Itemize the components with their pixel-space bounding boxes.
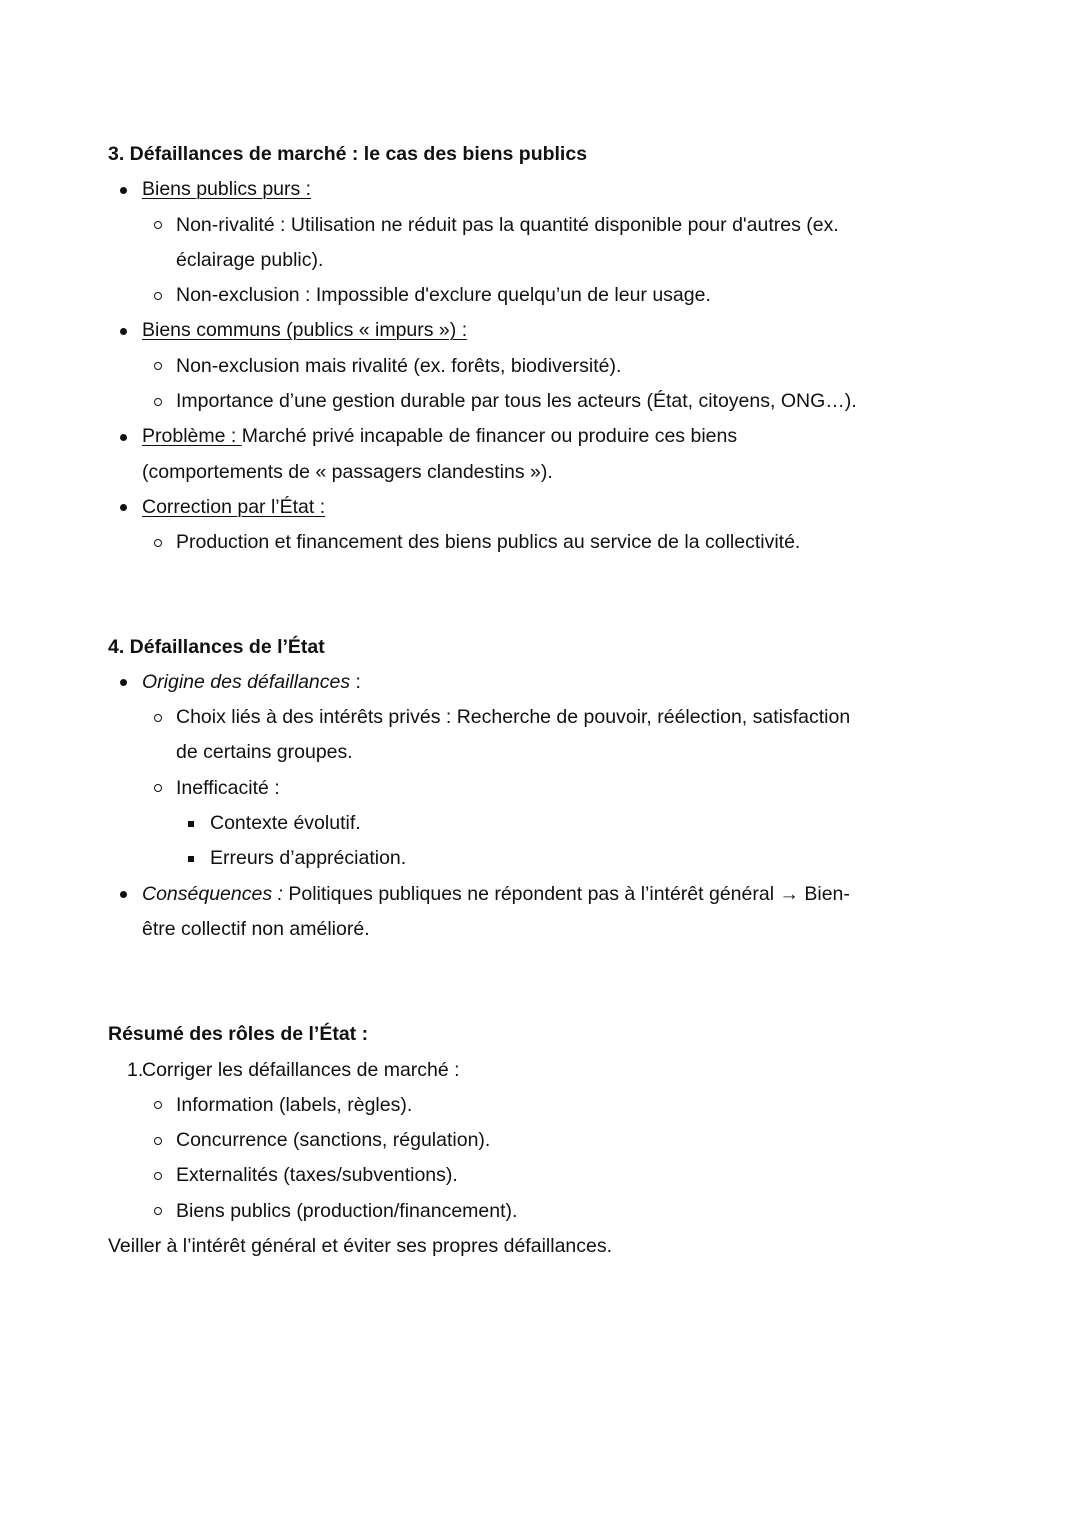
list-item-information	[108, 1088, 968, 1123]
bullet-circle-icon	[154, 714, 162, 722]
bullet-circle-icon	[154, 1101, 162, 1109]
item-text: Contexte évolutif.	[210, 812, 361, 835]
bullet-circle-icon	[154, 362, 162, 370]
item-text: Non-rivalité : Utilisation ne réduit pas la quantité disponible pour d'autres (ex.	[176, 213, 839, 236]
item-text: Politiques publiques ne répondent pas à l’intérêt général → Bien-	[282, 882, 850, 905]
item-label: Origine des défaillances	[142, 670, 351, 693]
item-label: Conséquences :	[142, 882, 283, 905]
item-label: Biens publics purs :	[142, 178, 312, 201]
item-label: Biens communs (publics « impurs ») :	[142, 319, 468, 342]
ordered-item-corriger	[108, 1053, 968, 1088]
item-text: (comportements de « passagers clandestins »).	[142, 460, 553, 483]
bullet-square-icon	[188, 821, 194, 827]
bullet-circle-icon	[154, 1137, 162, 1145]
item-text: de certains groupes.	[176, 741, 353, 764]
bullet-dot-icon	[120, 891, 127, 898]
item-text: Production et financement des biens publics au service de la collectivité.	[176, 531, 801, 554]
list-item-continuation	[108, 912, 968, 947]
item-text: Biens publics (production/financement).	[176, 1199, 518, 1222]
bullet-dot-icon	[120, 328, 127, 335]
bullet-circle-icon	[154, 1207, 162, 1215]
list-item-erreurs	[108, 841, 968, 876]
document-page	[108, 137, 968, 1264]
item-text: Corriger les défaillances de marché :	[142, 1058, 460, 1081]
item-text: Non-exclusion : Impossible d'exclure quelqu’un de leur usage.	[176, 284, 711, 307]
bullet-square-icon	[188, 856, 194, 862]
bullet-dot-icon	[120, 434, 127, 441]
list-item-concurrence	[108, 1123, 968, 1158]
list-item-externalites	[108, 1158, 968, 1193]
item-text: éclairage public).	[176, 248, 324, 271]
bullet-circle-icon	[154, 221, 162, 229]
list-item-biens-publics	[108, 1194, 968, 1229]
list-item-non-exclusion	[108, 278, 968, 313]
bullet-circle-icon	[154, 539, 162, 547]
list-item-non-exclusion-rivalite	[108, 349, 968, 384]
list-item-gestion-durable	[108, 384, 968, 419]
spacer	[108, 561, 968, 630]
list-item-non-rivalite	[108, 208, 968, 243]
list-item-continuation	[108, 735, 968, 770]
bullet-dot-icon	[120, 504, 127, 511]
item-suffix: :	[350, 670, 361, 693]
item-label: Problème :	[142, 425, 242, 448]
list-item-contexte	[108, 806, 968, 841]
item-label: Correction par l’État :	[142, 495, 326, 518]
bullet-dot-icon	[120, 187, 127, 194]
item-text: Marché privé incapable de financer ou produire ces biens	[241, 425, 738, 448]
item-text: Concurrence (sanctions, régulation).	[176, 1129, 491, 1152]
section-4-heading: 4. Défaillances de l’État	[108, 635, 325, 658]
spacer	[108, 947, 968, 1017]
bullet-circle-icon	[154, 398, 162, 406]
item-text: Information (labels, règles).	[176, 1093, 413, 1116]
list-item-origine	[108, 665, 968, 700]
bullet-circle-icon	[154, 292, 162, 300]
list-item-choix	[108, 700, 968, 735]
list-item-production-financement	[108, 525, 968, 560]
list-item-biens-communs	[108, 313, 968, 348]
item-number: 1.	[127, 1058, 144, 1081]
list-item-consequences	[108, 877, 968, 912]
list-item-continuation	[108, 243, 968, 278]
item-text: Inefficacité :	[176, 776, 280, 799]
item-text: être collectif non amélioré.	[142, 917, 370, 940]
item-text: Non-exclusion mais rivalité (ex. forêts, biodiversité).	[176, 354, 622, 377]
item-text: Erreurs d’appréciation.	[210, 847, 407, 870]
item-text: Externalités (taxes/subventions).	[176, 1164, 458, 1187]
bullet-circle-icon	[154, 784, 162, 792]
list-item-probleme	[108, 419, 968, 454]
list-item-biens-publics-purs	[108, 172, 968, 207]
item-text: Choix liés à des intérêts privés : Recherche de pouvoir, réélection, satisfaction	[176, 706, 851, 729]
bullet-circle-icon	[154, 1172, 162, 1180]
list-item-correction	[108, 490, 968, 525]
list-item-inefficacite	[108, 771, 968, 806]
closing-paragraph: Veiller à l’intérêt général et éviter ses propres défaillances.	[108, 1235, 613, 1258]
summary-heading: Résumé des rôles de l’État :	[108, 1023, 369, 1046]
item-text: Importance d’une gestion durable par tous les acteurs (État, citoyens, ONG…).	[176, 390, 857, 413]
section-3-heading: 3. Défaillances de marché : le cas des biens publics	[108, 143, 588, 165]
bullet-dot-icon	[120, 679, 127, 686]
list-item-continuation	[108, 455, 968, 490]
